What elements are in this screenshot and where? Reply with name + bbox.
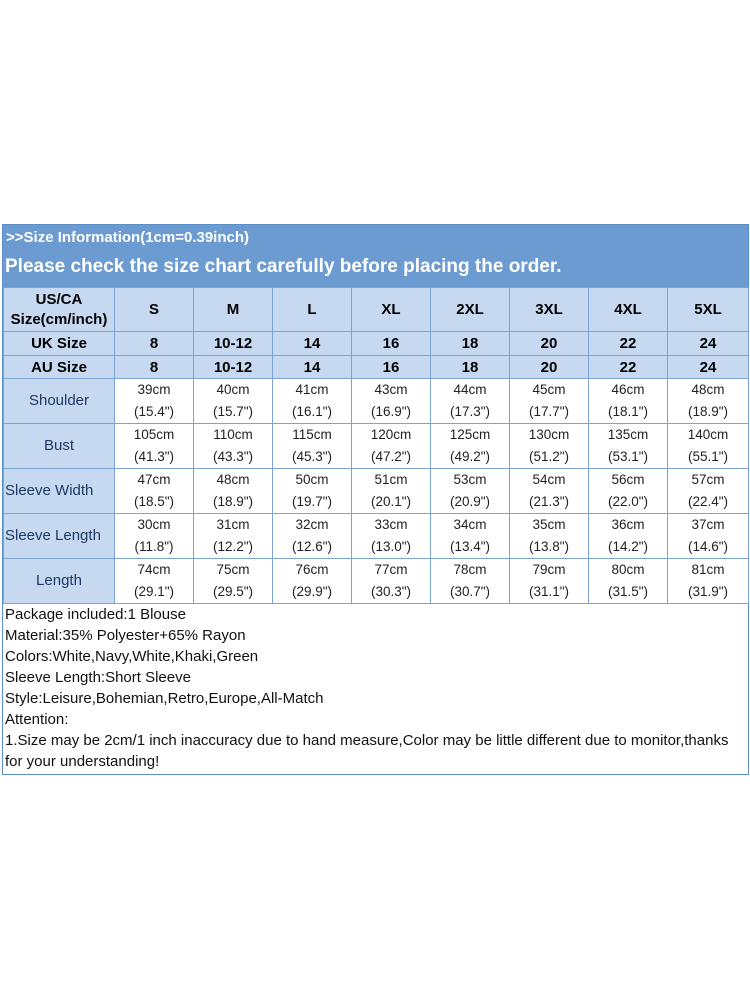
measurement-cm: 46cm	[611, 382, 645, 397]
uk-size-row	[4, 332, 749, 356]
size-header-cell: XL	[352, 288, 431, 332]
au-size-cell: 10-12	[194, 356, 273, 379]
size-header-label-line1: US/CA	[35, 290, 83, 308]
note-line: Style:Leisure,Bohemian,Retro,Europe,All-Match	[5, 690, 324, 707]
measurement-label: Sleeve Length	[4, 514, 115, 559]
measurement-cell	[273, 559, 352, 604]
measurement-inch: (20.9")	[449, 494, 491, 509]
measurement-cell	[668, 424, 749, 469]
au-size-cell: 18	[431, 356, 510, 379]
size-header-cell: L	[273, 288, 352, 332]
measurement-row	[4, 379, 749, 424]
measurement-inch: (31.1")	[528, 584, 570, 599]
uk-size-cell: 16	[352, 332, 431, 356]
note-line: Attention:	[5, 711, 69, 728]
measurement-inch: (22.4")	[687, 494, 729, 509]
uk-size-cell: 20	[510, 332, 589, 356]
measurement-cell	[115, 559, 194, 604]
measurement-cm: 81cm	[691, 562, 725, 577]
au-size-cell: 22	[589, 356, 668, 379]
measurement-cell	[115, 514, 194, 559]
measurement-cm: 48cm	[216, 472, 250, 487]
measurement-cell	[352, 424, 431, 469]
measurement-label: Shoulder	[4, 379, 115, 424]
measurement-cm: 78cm	[453, 562, 487, 577]
measurement-cm: 40cm	[216, 382, 250, 397]
measurement-inch: (14.6")	[687, 539, 729, 554]
measurement-cell	[194, 559, 273, 604]
measurement-cell	[510, 424, 589, 469]
size-info-title: >>Size Information(1cm=0.39inch)	[6, 229, 249, 246]
measurement-cm: 110cm	[213, 427, 253, 442]
measurement-cm: 51cm	[374, 472, 408, 487]
uk-size-cell: 24	[668, 332, 749, 356]
measurement-cell	[431, 559, 510, 604]
note-line: Package included:1 Blouse	[5, 606, 186, 623]
measurement-inch: (17.7")	[528, 404, 570, 419]
measurement-inch: (15.7")	[212, 404, 254, 419]
measurement-inch: (30.3")	[370, 584, 412, 599]
measurement-cm: 135cm	[607, 427, 649, 442]
measurement-label: Length	[4, 559, 115, 604]
uk-size-cell: 10-12	[194, 332, 273, 356]
uk-size-cell: 14	[273, 332, 352, 356]
measurement-cell	[431, 469, 510, 514]
measurement-cm: 105cm	[133, 427, 175, 442]
measurement-cm: 48cm	[691, 382, 725, 397]
measurement-cm: 57cm	[691, 472, 725, 487]
measurement-cell	[668, 379, 749, 424]
size-header-cell: 4XL	[589, 288, 668, 332]
measurement-inch: (12.6")	[291, 539, 333, 554]
au-size-cell: 20	[510, 356, 589, 379]
measurement-inch: (43.3")	[212, 449, 254, 464]
measurement-cell	[194, 469, 273, 514]
measurement-cm: 115cm	[292, 427, 332, 442]
measurement-cell	[194, 379, 273, 424]
measurement-cm: 35cm	[532, 517, 566, 532]
measurement-inch: (51.2")	[528, 449, 570, 464]
measurement-inch: (13.8")	[528, 539, 570, 554]
measurement-inch: (53.1")	[607, 449, 649, 464]
measurement-inch: (22.0")	[607, 494, 649, 509]
measurement-cell	[115, 379, 194, 424]
measurement-cell	[431, 424, 510, 469]
product-notes	[3, 604, 748, 774]
measurement-cm: 53cm	[453, 472, 487, 487]
measurement-cell	[273, 469, 352, 514]
measurement-inch: (12.2")	[212, 539, 254, 554]
size-header-cell: M	[194, 288, 273, 332]
measurement-cm: 37cm	[691, 517, 725, 532]
measurement-row	[4, 469, 749, 514]
measurement-cm: 74cm	[137, 562, 171, 577]
measurement-cell	[668, 514, 749, 559]
measurement-cm: 47cm	[137, 472, 171, 487]
au-size-row	[4, 356, 749, 379]
measurement-cm: 54cm	[532, 472, 566, 487]
measurement-row	[4, 559, 749, 604]
measurement-cm: 80cm	[611, 562, 645, 577]
measurement-cell	[273, 424, 352, 469]
measurement-cell	[589, 559, 668, 604]
size-header-cell: 2XL	[431, 288, 510, 332]
au-size-cell: 8	[115, 356, 194, 379]
measurement-row	[4, 424, 749, 469]
measurement-inch: (21.3")	[528, 494, 570, 509]
measurement-inch: (20.1")	[370, 494, 412, 509]
measurement-inch: (29.1")	[133, 584, 175, 599]
measurement-cell	[510, 379, 589, 424]
measurement-inch: (18.9")	[687, 404, 729, 419]
measurement-inch: (16.1")	[291, 404, 333, 419]
measurement-cm: 31cm	[216, 517, 250, 532]
uk-size-cell: 22	[589, 332, 668, 356]
uk-size-cell: 8	[115, 332, 194, 356]
measurement-cm: 79cm	[532, 562, 566, 577]
measurement-inch: (41.3")	[133, 449, 175, 464]
measurement-cm: 130cm	[528, 427, 570, 442]
measurement-cm: 44cm	[453, 382, 487, 397]
measurement-cm: 75cm	[216, 562, 250, 577]
au-size-cell: 14	[273, 356, 352, 379]
size-table	[3, 287, 749, 604]
measurement-inch: (29.9")	[291, 584, 333, 599]
measurement-inch: (13.0")	[370, 539, 412, 554]
measurement-cm: 140cm	[687, 427, 729, 442]
measurement-cm: 76cm	[295, 562, 329, 577]
measurement-cm: 39cm	[137, 382, 171, 397]
measurement-inch: (11.8")	[134, 539, 174, 554]
note-line: Sleeve Length:Short Sleeve	[5, 669, 191, 686]
measurement-inch: (17.3")	[449, 404, 491, 419]
measurement-inch: (16.9")	[370, 404, 412, 419]
au-size-cell: 24	[668, 356, 749, 379]
measurement-cell	[273, 514, 352, 559]
measurement-cell	[352, 559, 431, 604]
measurement-cell	[115, 424, 194, 469]
measurement-cm: 41cm	[295, 382, 329, 397]
measurement-cm: 50cm	[295, 472, 329, 487]
measurement-cell	[273, 379, 352, 424]
measurement-cell	[194, 424, 273, 469]
measurement-cell	[589, 514, 668, 559]
measurement-cell	[194, 514, 273, 559]
measurement-cm: 34cm	[453, 517, 487, 532]
measurement-cm: 32cm	[295, 517, 329, 532]
measurement-inch: (31.5")	[607, 584, 649, 599]
measurement-inch: (18.1")	[607, 404, 649, 419]
measurement-cm: 43cm	[374, 382, 408, 397]
measurement-label: Sleeve Width	[4, 469, 115, 514]
uk-size-cell: 18	[431, 332, 510, 356]
measurement-cell	[431, 379, 510, 424]
size-info-banner	[3, 225, 748, 287]
measurement-cell	[352, 379, 431, 424]
measurement-cm: 125cm	[449, 427, 491, 442]
measurement-inch: (47.2")	[370, 449, 412, 464]
size-header-label-line2: Size(cm/inch)	[10, 310, 108, 328]
measurement-inch: (55.1")	[687, 449, 729, 464]
measurement-cell	[115, 469, 194, 514]
measurement-cell	[668, 559, 749, 604]
size-header-row	[4, 288, 749, 332]
size-header-label	[4, 288, 115, 332]
measurement-cell	[510, 514, 589, 559]
measurement-cm: 77cm	[374, 562, 408, 577]
size-chart	[2, 224, 749, 775]
measurement-inch: (30.7")	[449, 584, 491, 599]
au-size-cell: 16	[352, 356, 431, 379]
measurement-inch: (13.4")	[449, 539, 491, 554]
measurement-inch: (45.3")	[291, 449, 333, 464]
measurement-cm: 56cm	[611, 472, 645, 487]
measurement-cm: 33cm	[374, 517, 408, 532]
measurement-cell	[589, 424, 668, 469]
measurement-inch: (49.2")	[449, 449, 491, 464]
size-header-cell: 3XL	[510, 288, 589, 332]
measurement-cm: 120cm	[370, 427, 412, 442]
note-line: Material:35% Polyester+65% Rayon	[5, 627, 246, 644]
measurement-cm: 30cm	[137, 517, 171, 532]
size-header-cell: S	[115, 288, 194, 332]
measurement-inch: (15.4")	[133, 404, 175, 419]
measurement-inch: (31.9")	[687, 584, 729, 599]
measurement-cell	[510, 469, 589, 514]
measurement-inch: (18.5")	[133, 494, 175, 509]
measurement-cell	[589, 469, 668, 514]
size-chart-notice: Please check the size chart carefully before placing the order.	[5, 256, 562, 277]
measurement-inch: (19.7")	[291, 494, 333, 509]
measurement-cell	[668, 469, 749, 514]
measurement-inch: (18.9")	[212, 494, 254, 509]
measurement-label: Bust	[4, 424, 115, 469]
uk-size-label: UK Size	[4, 332, 115, 356]
note-line: 1.Size may be 2cm/1 inch inaccuracy due to hand measure,Color may be little different due to monitor,thanks for your understanding!	[5, 732, 729, 770]
measurement-cell	[510, 559, 589, 604]
au-size-label: AU Size	[4, 356, 115, 379]
note-line: Colors:White,Navy,White,Khaki,Green	[5, 648, 259, 665]
measurement-cell	[431, 514, 510, 559]
measurement-cm: 36cm	[611, 517, 645, 532]
measurement-inch: (29.5")	[212, 584, 254, 599]
measurement-inch: (14.2")	[607, 539, 649, 554]
measurement-row	[4, 514, 749, 559]
measurement-cell	[352, 514, 431, 559]
measurement-cm: 45cm	[532, 382, 566, 397]
measurement-cell	[589, 379, 668, 424]
size-header-cell: 5XL	[668, 288, 749, 332]
measurement-cell	[352, 469, 431, 514]
